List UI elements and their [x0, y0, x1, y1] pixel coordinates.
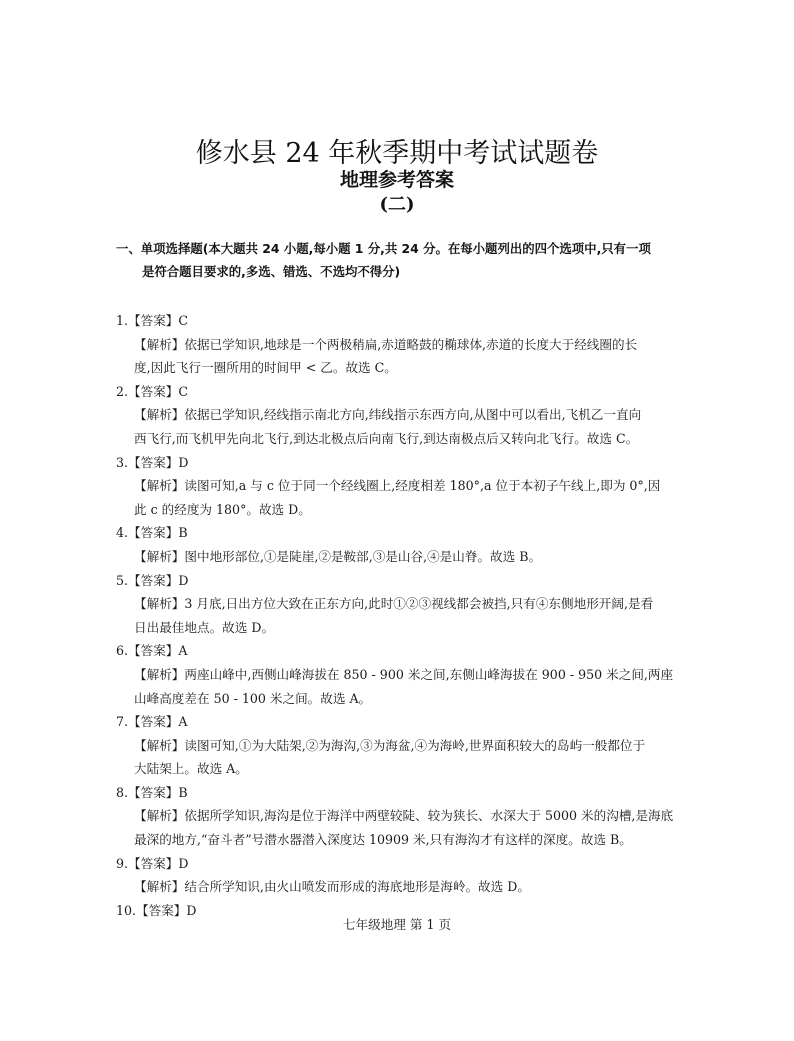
question-item: [116, 569, 696, 640]
answer-list: [116, 309, 696, 922]
explanation-line: 【解析】结合所学知识,由火山喷发而形成的海底地形是海岭。故选 D。: [134, 879, 530, 895]
explanation-line: 西飞行,而飞机甲先向北飞行,到达北极点后向南飞行,到达南极点后又转向北飞行。故选 C。: [134, 430, 639, 446]
explanation-line: 此 c 的经度为 180°。故选 D。: [134, 501, 311, 517]
answer-line: 5.【答案】D: [116, 572, 189, 588]
explanation-line: 【解析】依据已学知识,经线指示南北方向,纬线指示东西方向,从图中可以看出,飞机乙一直向: [134, 407, 642, 423]
explanation: [116, 734, 696, 781]
answer-line: 7.【答案】A: [116, 714, 188, 730]
section-heading: [116, 237, 686, 283]
question-item: [116, 781, 696, 852]
explanation-line: 最深的地方,“奋斗者”号潜水器潜入深度达 10909 米,只有海沟才有这样的深度。故选 B。: [134, 832, 632, 848]
explanation: [116, 545, 696, 569]
explanation-line: 日出最佳地点。故选 D。: [134, 619, 275, 635]
section-heading-line-1: 一、单项选择题(本大题共 24 小题,每小题 1 分,共 24 分。在每小题列出的四个选项中,只有一项: [116, 241, 651, 256]
explanation-line: 山峰高度差在 50 - 100 米之间。故选 A。: [134, 690, 372, 706]
explanation: [116, 474, 696, 521]
explanation-line: 【解析】读图可知,①为大陆架,②为海沟,③为海盆,④为海岭,世界面积较大的岛屿一般都位于: [134, 737, 646, 753]
answer-line: 6.【答案】A: [116, 643, 188, 659]
answer-line: 4.【答案】B: [116, 525, 188, 541]
explanation-line: 【解析】3 月底,日出方位大致在正东方向,此时①②③视线都会被挡,只有④东侧地形开阔,是看: [134, 596, 654, 612]
part-number: (二): [379, 194, 415, 215]
section-heading-line-2: 是符合题目要求的,多选、错选、不选均不得分): [142, 264, 401, 279]
question-item: [116, 309, 696, 380]
question-item: [116, 451, 696, 522]
explanation-line: 【解析】依据所学知识,海沟是位于海洋中两壁较陡、较为狭长、水深大于 5000 米的沟槽,是海底: [134, 808, 674, 824]
explanation-line: 【解析】读图可知,a 与 c 位于同一个经线圈上,经度相差 180°,a 位于本初子午线上,即为 0°,因: [134, 478, 661, 494]
question-item: [116, 521, 696, 568]
question-item: [116, 852, 696, 899]
page-title: 修水县 24 年秋季期中考试试题卷: [195, 138, 599, 169]
answer-line: 8.【答案】B: [116, 784, 188, 800]
explanation: [116, 403, 696, 450]
explanation-line: 大陆架上。故选 A。: [134, 761, 248, 777]
page-footer: 七年级地理 第 1 页: [342, 917, 452, 932]
explanation: [116, 875, 696, 899]
explanation: [116, 333, 696, 380]
answer-line: 2.【答案】C: [116, 383, 189, 399]
explanation: [116, 592, 696, 639]
explanation: [116, 804, 696, 851]
answer-line: 3.【答案】D: [116, 454, 189, 470]
answer-line: 10.【答案】D: [116, 902, 197, 918]
explanation-line: 度,因此飞行一圈所用的时间甲 < 乙。故选 C。: [134, 360, 397, 376]
question-item: [116, 380, 696, 451]
explanation-line: 【解析】图中地形部位,①是陡崖,②是鞍部,③是山谷,④是山脊。故选 B。: [134, 548, 542, 564]
answer-line: 1.【答案】C: [116, 313, 189, 328]
answer-line: 9.【答案】D: [116, 855, 189, 871]
explanation-line: 【解析】两座山峰中,西侧山峰海拔在 850 - 900 米之间,东侧山峰海拔在 900 - 950 米之间,两座: [134, 666, 674, 682]
question-item: [116, 639, 696, 710]
page-subtitle: 地理参考答案: [339, 169, 454, 191]
explanation-line: 【解析】依据已学知识,地球是一个两极稍扁,赤道略鼓的椭球体,赤道的长度大于经线圈的长: [134, 336, 638, 352]
explanation: [116, 663, 696, 710]
question-item: [116, 710, 696, 781]
